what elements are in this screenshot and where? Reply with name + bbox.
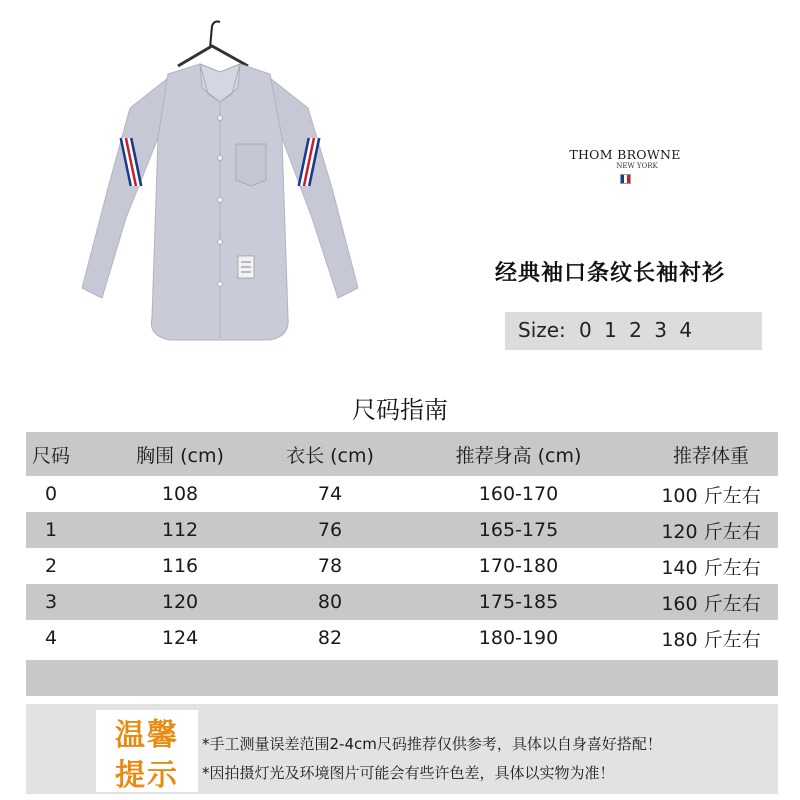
hanger-bar — [178, 46, 248, 66]
header-chest: 胸围 (cm) — [136, 444, 224, 467]
cell-weight: 120 斤左右 — [661, 520, 761, 543]
cell-chest: 108 — [161, 483, 199, 505]
cell-height: 180-190 — [478, 627, 559, 649]
table-row — [26, 512, 778, 548]
brand-name: THOM BROWNE — [569, 147, 681, 162]
notice-badge-line2: 提示 — [115, 758, 179, 793]
cell-weight: 160 斤左右 — [661, 592, 761, 615]
table-row — [26, 584, 778, 620]
shirt-image — [60, 18, 400, 348]
cell-height: 165-175 — [478, 519, 559, 541]
table-row — [26, 620, 778, 656]
brand-logo — [560, 148, 690, 184]
notice-line-2: *因拍摄灯光及环境图片可能会有些许色差，具体以实物为准！ — [202, 764, 615, 782]
size-guide-title: 尺码指南 — [352, 396, 448, 424]
shirt-pocket — [236, 144, 266, 186]
cell-size: 1 — [44, 519, 58, 541]
brand-city: NEW YORK — [616, 162, 658, 170]
cell-weight: 100 斤左右 — [661, 484, 761, 507]
cell-length: 78 — [317, 555, 343, 577]
cell-height: 175-185 — [478, 591, 559, 613]
cell-weight: 140 斤左右 — [661, 556, 761, 579]
hanger-hook — [210, 22, 220, 49]
cell-chest: 124 — [161, 627, 199, 649]
size-table — [26, 432, 778, 656]
cell-length: 82 — [317, 627, 343, 649]
cell-length: 80 — [317, 591, 343, 613]
cell-length: 74 — [317, 483, 343, 505]
header-length: 衣长 (cm) — [286, 444, 374, 467]
table-row — [26, 476, 778, 512]
size-values: 0 1 2 3 4 — [579, 318, 696, 342]
notice-badge — [96, 710, 198, 792]
cell-chest: 112 — [161, 519, 199, 541]
cell-size: 0 — [44, 483, 58, 505]
size-label: Size: — [518, 318, 566, 342]
cell-weight: 180 斤左右 — [661, 628, 761, 651]
header-height: 推荐身高 (cm) — [455, 444, 582, 467]
cell-height: 170-180 — [478, 555, 559, 577]
notice-badge-line1: 温馨 — [115, 718, 179, 753]
table-header-row — [26, 432, 778, 476]
notice-box — [26, 704, 778, 794]
cell-size: 4 — [44, 627, 58, 649]
cell-chest: 116 — [161, 555, 199, 577]
header-size: 尺码 — [31, 444, 70, 467]
tricolor-stripe-icon — [620, 174, 631, 184]
header-weight: 推荐体重 — [672, 444, 749, 467]
table-footer-band — [26, 660, 778, 696]
cell-size: 2 — [44, 555, 58, 577]
notice-line-1: *手工测量误差范围2-4cm尺码推荐仅供参考，具体以自身喜好搭配！ — [202, 735, 662, 753]
product-title: 经典袖口条纹长袖衬衫 — [495, 261, 726, 286]
table-row — [26, 548, 778, 584]
cell-height: 160-170 — [478, 483, 559, 505]
cell-length: 76 — [317, 519, 343, 541]
cell-chest: 120 — [161, 591, 199, 613]
cell-size: 3 — [44, 591, 58, 613]
size-bar — [505, 312, 762, 350]
